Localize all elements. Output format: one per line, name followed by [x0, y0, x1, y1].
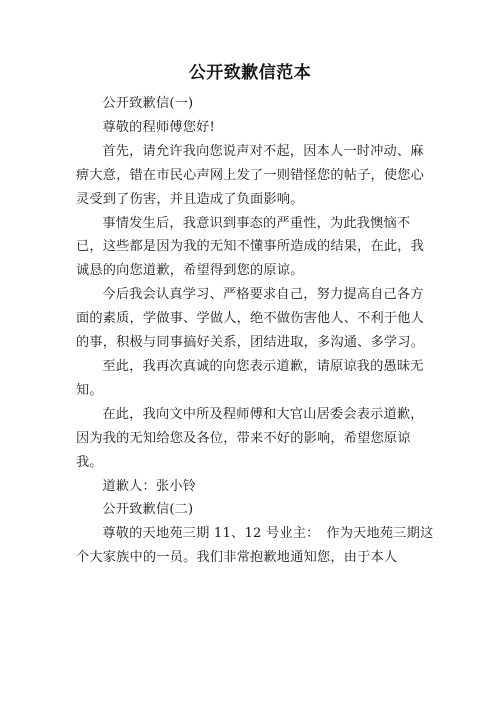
- body-paragraph-commitment: 今后我会认真学习、严格要求自己，努力提高自己各方面的素质，学做事、学做人，绝不做伤害他人、不利于他人的事，积极与同事搞好关系，团结进取，多沟通、多学习。: [76, 287, 425, 351]
- body-paragraph-reiteration: 至此，我再次真诚的向您表示道歉，请原谅我的愚昧无知。: [76, 358, 424, 398]
- body-paragraph-realization: 事情发生后，我意识到事态的严重性，为此我懊恼不已，这些都是因为我的无知不懂事所造成的结果，在此，我诚恳的向您道歉，希望得到您的原谅。: [76, 215, 425, 279]
- document-title: 公开致歉信范本: [188, 63, 312, 83]
- letter-heading-2: 公开致歉信(二): [102, 502, 194, 518]
- document-body: [76, 92, 436, 570]
- body-paragraph-closing: 在此，我向文中所及程师傅和大官山居委会表示道歉，因为我的无知给您及各位，带来不好的影响，希望您原谅我。: [76, 406, 424, 470]
- body-paragraph-apology: 首先，请允许我向您说声对不起，因本人一时冲动、麻痹大意，错在市民心声网上发了一则错怪您的帖子，使您心灵受到了伤害，并且造成了负面影响。: [76, 143, 425, 207]
- letter-2-opening-paragraph: 尊敬的天地苑三期 11、12 号业主： 作为天地苑三期这个大家族中的一员。我们非常抱歉地通知您，由于本人: [76, 526, 434, 566]
- salutation-paragraph: 尊敬的程师傅您好!: [102, 119, 215, 135]
- signature-line: 道歉人：张小铃: [102, 478, 197, 494]
- letter-heading-1: 公开致歉信(一): [102, 96, 194, 111]
